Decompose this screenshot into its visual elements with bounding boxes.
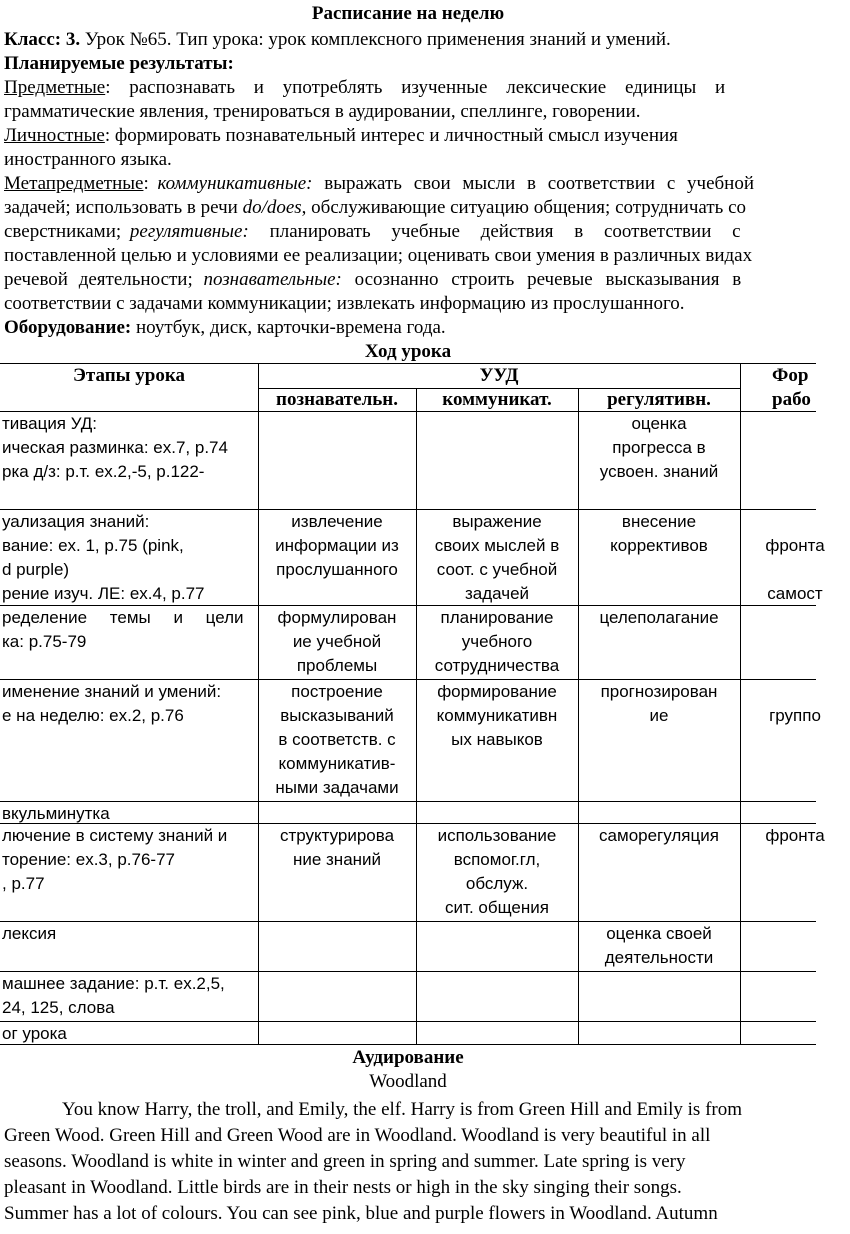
cell-line: в соответств. с xyxy=(278,730,396,749)
cell-line: коммуникативн xyxy=(436,706,558,725)
listening-line: You know Harry, the troll, and Emily, the elf. Harry is from Green Hill and Emily is from xyxy=(62,1099,743,1120)
cell-cog xyxy=(258,824,416,872)
cell-line xyxy=(740,510,850,534)
cell-line: оценка своей xyxy=(606,924,712,943)
cell-cog xyxy=(258,606,416,678)
cell-stage xyxy=(2,922,258,946)
cell-line: ределение темы и цели xyxy=(2,608,244,627)
personal-results-line-1 xyxy=(4,124,678,148)
meta-colon: : xyxy=(143,173,158,194)
cell-line: прослушанного xyxy=(276,560,398,579)
cell-stage xyxy=(2,1022,258,1046)
cell-line: ых навыков xyxy=(451,730,543,749)
page-title: Расписание на неделю xyxy=(311,3,505,24)
cell-line: сит. общения xyxy=(445,898,549,917)
class-line xyxy=(4,28,671,52)
cell-form xyxy=(740,680,850,728)
class-info: Урок №65. Тип урока: урок комплексного применения знаний и умений. xyxy=(80,29,671,50)
cell-line: d purple) xyxy=(2,560,70,579)
cell-line: формулирован xyxy=(277,608,397,627)
cell-line: вание: ex. 1, p.75 (pink, xyxy=(2,536,184,555)
cell-line xyxy=(740,680,850,704)
cell-line: вкульминутка xyxy=(2,804,110,823)
header-uud: УУД xyxy=(479,365,519,386)
cell-line: проблемы xyxy=(296,656,378,675)
cell-comm xyxy=(416,680,578,752)
cell-cog xyxy=(258,510,416,582)
cell-line: прогнозирован xyxy=(600,682,718,701)
meta-text-3a: сверстниками; xyxy=(4,221,130,242)
cell-line: ическая разминка: ex.7, p.74 xyxy=(2,438,228,457)
cell-line: коррективов xyxy=(610,536,708,555)
personal-text-1: : формировать познавательный интерес и личностный смысл изучения xyxy=(104,125,678,146)
meta-text-1: выражать свои мысли в соответствии с учебной xyxy=(312,173,755,194)
cell-line: , p.77 xyxy=(2,874,45,893)
cell-line: торение: ex.3, p.76-77 xyxy=(2,850,175,869)
meta-results-line-1 xyxy=(4,172,754,196)
meta-results-line-2 xyxy=(4,196,746,220)
cell-line: ие учебной xyxy=(292,632,382,651)
equipment-label: Оборудование: xyxy=(4,317,132,338)
cell-line: лючение в систему знаний и xyxy=(2,826,228,845)
cell-line: планирование xyxy=(440,608,554,627)
cell-line: структурирова xyxy=(279,826,395,845)
cell-line: извлечение xyxy=(291,512,383,531)
meta-text-3b: планировать учебные действия в соответствии с xyxy=(248,221,741,242)
listening-line: pleasant in Woodland. Little birds are in their nests or high in the sky singing their songs. xyxy=(4,1177,682,1198)
header-form-1: Фор xyxy=(772,365,809,386)
cell-stage xyxy=(2,972,258,1020)
meta-results-line-6: соответствии с задачами коммуникации; извлекать информацию из прослушанного. xyxy=(4,293,685,314)
cell-line: 24, 125, слова xyxy=(2,998,115,1017)
cell-line: информации из xyxy=(275,536,399,555)
cell-reg xyxy=(578,680,740,728)
cell-comm xyxy=(416,510,578,606)
cell-line: формирование xyxy=(437,682,557,701)
cell-line: е на неделю: ex.2, p.76 xyxy=(2,706,184,725)
cell-comm xyxy=(416,606,578,678)
meta-text-5a: речевой деятельности; xyxy=(4,269,204,290)
cell-line: обслуж. xyxy=(465,874,529,893)
listening-subtitle: Woodland xyxy=(369,1071,447,1092)
cell-reg xyxy=(578,412,740,484)
cell-line: тивация УД: xyxy=(2,414,98,433)
cell-line: выражение xyxy=(452,512,542,531)
class-label: Класс: 3. xyxy=(4,29,81,50)
cell-line: уализация знаний: xyxy=(2,512,150,531)
cell-line: рка д/з: р.т. ex.2,-5, p.122- xyxy=(2,462,205,481)
meta-text-2a: задачей; использовать в речи xyxy=(4,197,243,218)
cell-stage xyxy=(2,824,258,896)
header-communicative: коммуникат. xyxy=(442,389,552,410)
cell-form xyxy=(740,824,850,848)
meta-results-line-4: поставленной целью и условиями ее реализации; оценивать свои умения в различных видах xyxy=(4,245,753,266)
listening-line: Summer has a lot of colours. You can see pink, blue and purple flowers in Woodland. Autumn xyxy=(4,1203,718,1224)
cell-line: внесение xyxy=(621,512,697,531)
cell-line: именение знаний и умений: xyxy=(2,682,222,701)
planned-results-heading: Планируемые результаты: xyxy=(4,53,234,74)
cell-line: фронта xyxy=(765,536,825,555)
cell-line: ие xyxy=(649,706,669,725)
header-regulative: регулятивн. xyxy=(607,389,711,410)
listening-line: Green Wood. Green Hill and Green Wood are in Woodland. Woodland is very beautiful in all xyxy=(4,1125,711,1146)
cell-line: самост xyxy=(767,584,823,603)
cell-line: своих мыслей в xyxy=(434,536,560,555)
cell-line: вспомог.гл, xyxy=(453,850,541,869)
header-stages: Этапы урока xyxy=(73,365,185,386)
subject-label: Предметные xyxy=(4,77,106,98)
cell-comm xyxy=(416,824,578,920)
equipment-text: ноутбук, диск, карточки-времена года. xyxy=(131,317,446,338)
cell-line: группо xyxy=(769,706,821,725)
cell-line: ние знаний xyxy=(292,850,382,869)
cell-reg xyxy=(578,824,740,848)
cell-line: лексия xyxy=(2,924,57,943)
meta-results-line-3 xyxy=(4,220,741,244)
cell-line: построение xyxy=(291,682,383,701)
personal-results-line-2: иностранного языка. xyxy=(4,149,172,170)
cell-stage xyxy=(2,412,258,484)
cell-line: саморегуляция xyxy=(599,826,719,845)
cell-line: деятельности xyxy=(604,948,714,967)
cell-line: учебного xyxy=(461,632,533,651)
cell-line: целеполагание xyxy=(599,608,719,627)
meta-text-5b: осознанно строить речевые высказывания в xyxy=(341,269,742,290)
cell-cog xyxy=(258,680,416,800)
cell-line: машнее задание: р.т. ex.2,5, xyxy=(2,974,225,993)
cell-line: оценка xyxy=(631,414,687,433)
cell-line: рение изуч. ЛЕ: ex.4, p.77 xyxy=(2,584,205,603)
meta-text-2b: , обслуживающие ситуацию общения; сотрудничать со xyxy=(301,197,747,218)
cell-reg xyxy=(578,510,740,558)
cell-line: использование xyxy=(437,826,557,845)
subject-results-line-2: грамматические явления, тренироваться в аудировании, спеллинге, говорении. xyxy=(4,101,641,122)
meta-results-line-5 xyxy=(4,268,741,292)
meta-do-does: do/does xyxy=(242,197,302,218)
cell-form xyxy=(740,510,850,606)
cell-line: соот. с учебной xyxy=(436,560,558,579)
equipment-line xyxy=(4,316,446,340)
cell-line: ными задачами xyxy=(275,778,399,797)
lesson-title: Ход урока xyxy=(364,341,452,362)
cell-stage xyxy=(2,802,258,826)
listening-title: Аудирование xyxy=(352,1047,464,1068)
subject-results-line-1 xyxy=(4,76,816,100)
cell-stage xyxy=(2,680,258,728)
header-cognitive: познавательн. xyxy=(276,389,398,410)
meta-cognitive: познавательные: xyxy=(203,269,342,290)
cell-stage xyxy=(2,606,258,654)
cell-line xyxy=(740,558,850,582)
cell-line: высказываний xyxy=(280,706,394,725)
meta-communicative: коммуникативные: xyxy=(157,173,313,194)
cell-line: коммуникатив- xyxy=(278,754,396,773)
cell-line: ка: p.75-79 xyxy=(2,632,87,651)
cell-line: сотрудничества xyxy=(434,656,560,675)
cell-line: ог урока xyxy=(2,1024,67,1043)
personal-label: Личностные xyxy=(4,125,105,146)
header-form-2: рабо xyxy=(772,389,811,410)
subject-text-1: : распознавать и употреблять изученные лексические единицы и xyxy=(105,77,726,98)
listening-line: seasons. Woodland is white in winter and green in spring and summer. Late spring is very xyxy=(4,1151,686,1172)
meta-regulative: регулятивные: xyxy=(129,221,249,242)
meta-label: Метапредметные xyxy=(4,173,144,194)
cell-line: задачей xyxy=(464,584,530,603)
cell-reg xyxy=(578,922,740,970)
cell-line: усвоен. знаний xyxy=(599,462,719,481)
cell-line: фронта xyxy=(765,826,825,845)
cell-line: прогресса в xyxy=(612,438,706,457)
cell-reg xyxy=(578,606,740,630)
cell-stage xyxy=(2,510,258,606)
